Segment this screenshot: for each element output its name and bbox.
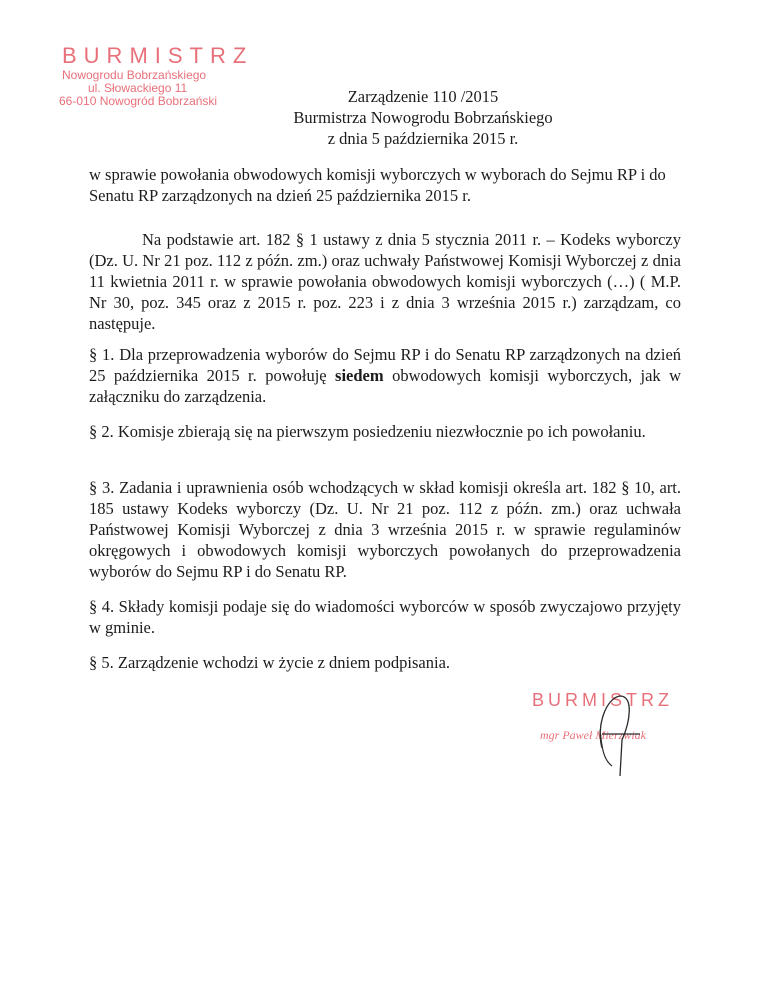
signature-name: mgr Paweł Mierzwiak bbox=[540, 728, 646, 742]
section-4-label: § 4. bbox=[89, 597, 115, 616]
stamp-postal: 66-010 Nowogród Bobrzański bbox=[59, 94, 218, 108]
document-number: Zarządzenie 110 /2015 bbox=[347, 87, 499, 106]
document-issuer: Burmistrza Nowogrodu Bobrzańskiego bbox=[293, 108, 553, 127]
stamp-title: BURMISTRZ bbox=[62, 43, 254, 68]
section-3-text: Zadania i uprawnienia osób wchodzących w skład komisji określa art. 182 § 10, art. 185 ustawy Kodeks wyborczy (Dz. U. Nr 21 poz. 112 z późn. zm.) oraz uchwała Państwowej Komisji Wyborczej z dnia 3 września 2015 r. w sprawie regulaminów okręgowych i obwodowych komisji wyborczych powołanych do przeprowadzenia wyborów do Sejmu RP i do Senatu RP. bbox=[89, 478, 682, 581]
section-5-text: Zarządzenie wchodzi w życie z dniem podpisania. bbox=[117, 653, 451, 672]
stamp-street: ul. Słowackiego 11 bbox=[88, 81, 188, 95]
section-4 bbox=[89, 596, 681, 638]
signature-title: BURMISTRZ bbox=[532, 690, 673, 710]
document-subject: w sprawie powołania obwodowych komisji wyborczych w wyborach do Sejmu RP i do Senatu RP zarządzonych na dzień 25 października 2015 r. bbox=[89, 165, 666, 205]
section-1 bbox=[89, 344, 681, 407]
section-1-text-before: Dla przeprowadzenia wyborów do Sejmu RP i do Senatu RP zarządzonych na dzień 25 października 2015 r. powołuję bbox=[89, 345, 682, 385]
signature-block bbox=[530, 688, 690, 778]
section-5-label: § 5. bbox=[89, 653, 114, 672]
section-3-label: § 3. bbox=[89, 478, 115, 497]
section-5 bbox=[89, 652, 681, 673]
section-2 bbox=[89, 421, 681, 442]
section-2-label: § 2. bbox=[89, 422, 114, 441]
section-3 bbox=[89, 477, 681, 582]
section-4-text: Składy komisji podaje się do wiadomości wyborców w sposób zwyczajowo przyjęty w gminie. bbox=[89, 597, 682, 637]
handwritten-signature bbox=[530, 688, 690, 778]
document-date: z dnia 5 października 2015 r. bbox=[327, 129, 519, 148]
section-1-bold: siedem bbox=[335, 366, 384, 385]
document-heading bbox=[268, 86, 578, 149]
section-1-text-after: obwodowych komisji wyborczych, jak w załączniku do zarządzenia. bbox=[89, 366, 682, 406]
stamp-office: Nowogrodu Bobrzańskiego bbox=[62, 68, 207, 82]
section-1-label: § 1. bbox=[89, 345, 115, 364]
letterhead-stamp bbox=[59, 43, 262, 108]
section-2-text: Komisje zbierają się na pierwszym posiedzeniu niezwłocznie po ich powołaniu. bbox=[117, 422, 646, 441]
preamble: Na podstawie art. 182 § 1 ustawy z dnia 5 stycznia 2011 r. – Kodeks wyborczy (Dz. U. Nr 21 poz. 112 z późn. zm.) oraz uchwały Państwowej Komisji Wyborczej z dnia 11 kwietnia 2011 r. w sprawie powołania obwodowych komisji wyborczych (…) ( M.P. Nr 30, poz. 345 oraz z 2015 r. poz. 223 i z dnia 3 września 2015 r.) zarządzam, co następuje. bbox=[89, 230, 681, 333]
